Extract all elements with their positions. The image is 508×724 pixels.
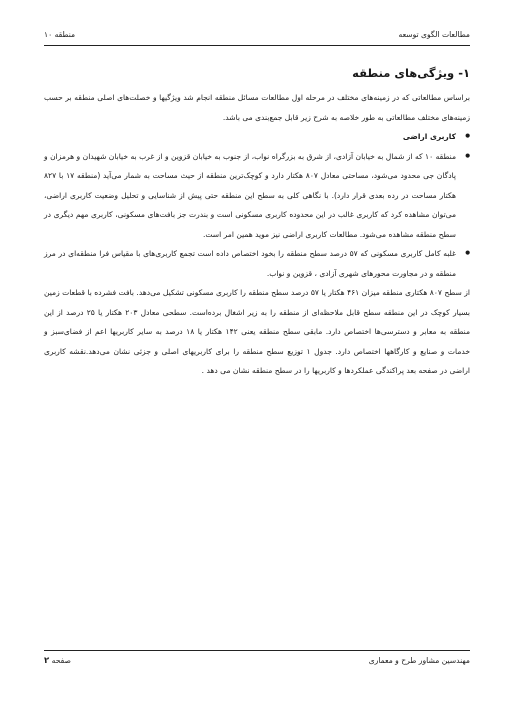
header-report-title: مطالعات الگوی توسعه bbox=[398, 30, 470, 39]
bullet-heading-land-use: ● کاربری اراضی bbox=[44, 127, 470, 147]
body-text bbox=[44, 88, 470, 381]
header-divider bbox=[44, 45, 470, 46]
bullet-list bbox=[44, 127, 470, 283]
footer-page bbox=[44, 656, 71, 666]
header-region: منطقه ۱۰ bbox=[44, 30, 76, 39]
bullet-region-description: ● منطقه ۱۰ که از شمال به خیابان آزادی، از شرق به بزرگراه نواب، از جنوب به خیابان قزوین و از غرب به خیابان شهیدان و هرمزان و پادگان جی محدود می‌شود، مساحتی معادل ۸۰۷ هکتار دارد و کوچک‌ترین منطقه از حیث مساحت به شمار می‌آید (منطقه ۱۷ با ۸۲۷ هکتار مساحت در رده بعدی قرار دارد). با نگاهی کلی به سطح این منطقه حتی پیش از شناسایی و تحلیل وضعیت کاربری اراضی، می‌توان مشاهده کرد که کاربری غالب در این محدوده کاربری مسکونی است و بندرت جز بافت‌های مسکونی، کاربری مهم دیگری در سطح منطقه مشاهده می‌شود. مطالعات کاربری اراضی نیز موید همین امر است. bbox=[44, 147, 470, 245]
footer-consultant: مهندسین مشاور طرح و معماری bbox=[368, 656, 470, 665]
bullet-residential-dominance: ● غلبه کامل کاربری مسکونی که ۵۷ درصد سطح منطقه را بخود اختصاص داده است تجمع کاربری‌های با مقیاس فرا منطقه‌ای در مرز منطقه و در مجاورت محورهای شهری آزادی ، قزوین و نواب. bbox=[44, 244, 470, 283]
footer-page-label: صفحه bbox=[51, 656, 71, 665]
intro-paragraph: براساس مطالعاتی که در زمینه‌های مختلف در مرحله اول مطالعات مسائل منطقه انجام شد ویژگیها و خصلت‌های اصلی منطقه بر حسب زمینه‌های مختلف مطالعاتی به طور خلاصه به شرح زیر قابل جمع‌بندی می باشد. bbox=[44, 93, 470, 122]
section-title: ۱- ویژگی‌های منطقه bbox=[352, 66, 470, 80]
page-footer bbox=[44, 656, 470, 670]
footer-page-number: ۲ bbox=[44, 656, 50, 666]
land-use-paragraph: از سطح ۸۰۷ هکتاری منطقه میزان ۴۶۱ هکتار یا ۵۷ درصد سطح منطقه را کاربری مسکونی تشکیل می‌دهد. بافت فشرده با قطعات زمین بسیار کوچک در این منطقه سطح قابل ملاحظه‌ای از منطقه را به زیر اشغال برده‌است. سطحی معادل ۲۰۳ هکتار یا ۲۵ درصد از این منطقه به معابر و دسترسی‌ها اختصاص دارد. مابقی سطح منطقه یعنی ۱۴۲ هکتار یا ۱۸ درصد به سایر کاربریها اعم از فضای‌سبز و خدمات و صنایع و کارگاهها اختصاص دارد. جدول ۱ توزیع سطح منطقه را برای کاربریهای اصلی و جزئی نشان می‌دهد.نقشه کاربری اراضی در صفحه بعد پراکندگی عملکردها و کاربریها را در سطح منطقه نشان می دهد . bbox=[44, 288, 471, 375]
footer-divider bbox=[44, 650, 470, 651]
page-header bbox=[44, 30, 470, 44]
